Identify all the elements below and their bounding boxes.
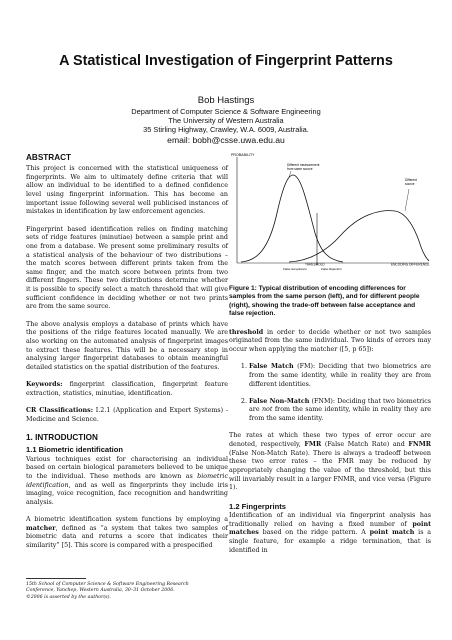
intro-p2-matcher: matcher bbox=[26, 524, 56, 532]
same-source-curve bbox=[241, 175, 343, 262]
false-non-match-desc-b: from the same identity, while in reality they are from the same identity. bbox=[249, 406, 431, 423]
fnmr-term: FNMR bbox=[408, 440, 431, 448]
paper-title: A Statistical Investigation of Fingerprint Patterns bbox=[59, 53, 393, 69]
abstract-p2: Fingerprint based identification relies on finding matching sets of ridge features (minutiae) between a sample print and one from a database. We present some preliminary results of a statistical analysis of the behaviour of two distributions – the match scores between different prints taken from the same finger, and the match score between prints from two different fingers. These two distributions determine whether it is possible to specify select a match threshold that will give sufficient confidence in deciding whether or not two prints are from the same source. bbox=[26, 225, 228, 311]
subsection-fingerprints: 1.2 Fingerprints bbox=[229, 501, 286, 511]
footnote-line3: ©2006 is asserted by the author(s). bbox=[26, 594, 111, 600]
intro-p1-b: , and as well as fingerprints they include iris imaging, voice recognition, face recognition and handwriting analysis. bbox=[26, 481, 228, 506]
keywords-label: Keywords: bbox=[26, 381, 63, 389]
intro-p1-em: biometric identification bbox=[26, 472, 228, 489]
figure-caption: Figure 1: Typical distribution of encoding differences for samples from the same person (left), and for different people (right), showing the trade-off between false acceptance and false rejection. bbox=[229, 285, 420, 318]
distribution-figure bbox=[229, 153, 431, 277]
label-same-source bbox=[287, 163, 320, 171]
error-list bbox=[229, 363, 431, 424]
y-axis-label: PROBABILITY bbox=[231, 153, 255, 157]
label-diff-line2: source bbox=[405, 182, 415, 186]
right-p2 bbox=[229, 432, 431, 493]
cr-label: CR Classifications: bbox=[26, 407, 94, 415]
cr-classifications bbox=[26, 407, 228, 424]
abstract-p3: The above analysis employs a database of prints which have the positions of the ridge features located manually. We are also working on the automated analysis of fingerprint images to extract these features. This will be a necessary step in analysing larger fingerprint databases to obtain meaningful detailed statistics on the spatial distribution of the features. bbox=[26, 320, 228, 371]
subsection-biometric: 1.1 Biometric identification bbox=[26, 445, 124, 455]
point-match-term: point match bbox=[369, 529, 415, 537]
label-diff-line1: Different bbox=[405, 178, 417, 182]
threshold-term: threshold bbox=[229, 328, 264, 336]
point-matches-term: point matches bbox=[229, 520, 431, 537]
left-column bbox=[26, 153, 228, 559]
footnote-rule bbox=[26, 578, 86, 579]
false-match-term: False Match bbox=[249, 363, 294, 371]
false-acceptance-label: False Acceptance bbox=[283, 267, 307, 271]
false-non-match-em: not bbox=[261, 406, 273, 414]
author-email: email: bobh@csse.uwa.edu.au bbox=[167, 134, 285, 145]
right-p1-rest: in order to decide whether or not two samples originated from the same individual. Two kinds of errors may occur when applying the matcher ([5, p 65]): bbox=[229, 328, 431, 353]
right-p3-c: is a single feature, for example a ridge termination, that is identified in bbox=[229, 529, 431, 554]
encoding-difference-label: ENCODING DIFFERENCE bbox=[391, 262, 430, 267]
intro-p2-c: , defined as “a system that takes two samples of biometric data and returns a score that indicates their similarity” [5]. This score is compared with a prespecified bbox=[26, 524, 228, 550]
right-p3-a: Identification of an individual via fingerprint analysis has traditionally relied on having a fixed number of bbox=[229, 512, 431, 528]
author-block bbox=[0, 96, 452, 145]
author-name: Bob Hastings bbox=[197, 95, 255, 106]
label-different-source bbox=[405, 178, 418, 186]
intro-p2 bbox=[26, 516, 228, 551]
right-p3-b: based on the ridge pattern. A bbox=[258, 529, 370, 537]
author-department: Department of Computer Science & Software Engineering bbox=[131, 106, 321, 116]
footnote bbox=[26, 582, 228, 601]
list-item-false-match bbox=[249, 363, 431, 389]
false-match-desc: (FM): Deciding that two biometrics are from the same identity, while in reality they are from different identities. bbox=[249, 363, 431, 388]
intro-p1 bbox=[26, 456, 228, 508]
different-source-curve bbox=[289, 211, 429, 262]
threshold-label: THRESHOLD bbox=[305, 262, 325, 267]
list-item-false-non-match bbox=[249, 398, 431, 424]
keywords-text: fingerprint classification, fingerprint feature extraction, statistics, minutiae, identification. bbox=[26, 381, 228, 397]
intro-heading: 1. INTRODUCTION bbox=[26, 433, 98, 443]
false-non-match-term: False Non-Match bbox=[249, 397, 310, 405]
right-p2-a: The rates at which these two types of error occur are denoted, respectively, bbox=[229, 432, 431, 448]
abstract-heading: ABSTRACT bbox=[26, 153, 72, 162]
author-university: The University of Western Australia bbox=[168, 115, 284, 125]
fmr-term: FMR bbox=[304, 440, 322, 448]
cr-text: I.2.1 (Application and Expert Systems) - Medicine and Science. bbox=[26, 407, 228, 423]
label-same-line2: from same source bbox=[287, 167, 313, 171]
abstract-p1: This project is concerned with the statistical uniqueness of fingerprints. We aim to ultimately define criteria that will allow an individual to be identified to a defined confidence level using fingerprint information. This has become an important issue following several well publicised instances of mistakes in identification by law enforcement agencies. bbox=[26, 165, 228, 216]
keywords bbox=[26, 381, 228, 398]
intro-p2-a: A biometric identification system functions by employing a bbox=[26, 516, 228, 524]
right-p2-b: (False Match Rate) and bbox=[321, 440, 409, 448]
right-p3 bbox=[229, 512, 431, 555]
footnote-line2: Conference, Yanchep, Western Australia, 30–31 October 2006. bbox=[26, 588, 175, 594]
right-column bbox=[229, 153, 431, 564]
label-same-line1: Different measurement bbox=[287, 163, 320, 167]
false-rejection-label: False Rejection bbox=[321, 267, 342, 271]
pointer-different bbox=[405, 189, 409, 211]
right-p1 bbox=[229, 329, 431, 355]
right-p2-c: (False Non-Match Rate). There is always a tradeoff between these two error rates – the FMR may be reduced by appropriately changing the value of the threshold, but this will invariably result in a larger FNMR, and vice versa (Figure 1). bbox=[229, 449, 431, 492]
footnote-line1: 15th School of Computer Science & Software Engineering Research bbox=[26, 582, 189, 587]
intro-p1-a: Various techniques exist for characterising an individual based on certain biological parameters believed to be unique to the individual. These methods are known as bbox=[26, 455, 228, 480]
author-address: 35 Stirling Highway, Crawley, W.A. 6009, Australia. bbox=[143, 125, 309, 135]
false-non-match-desc-a: (FNM): Deciding that two biometrics are bbox=[249, 397, 432, 414]
figure-1 bbox=[229, 153, 431, 277]
